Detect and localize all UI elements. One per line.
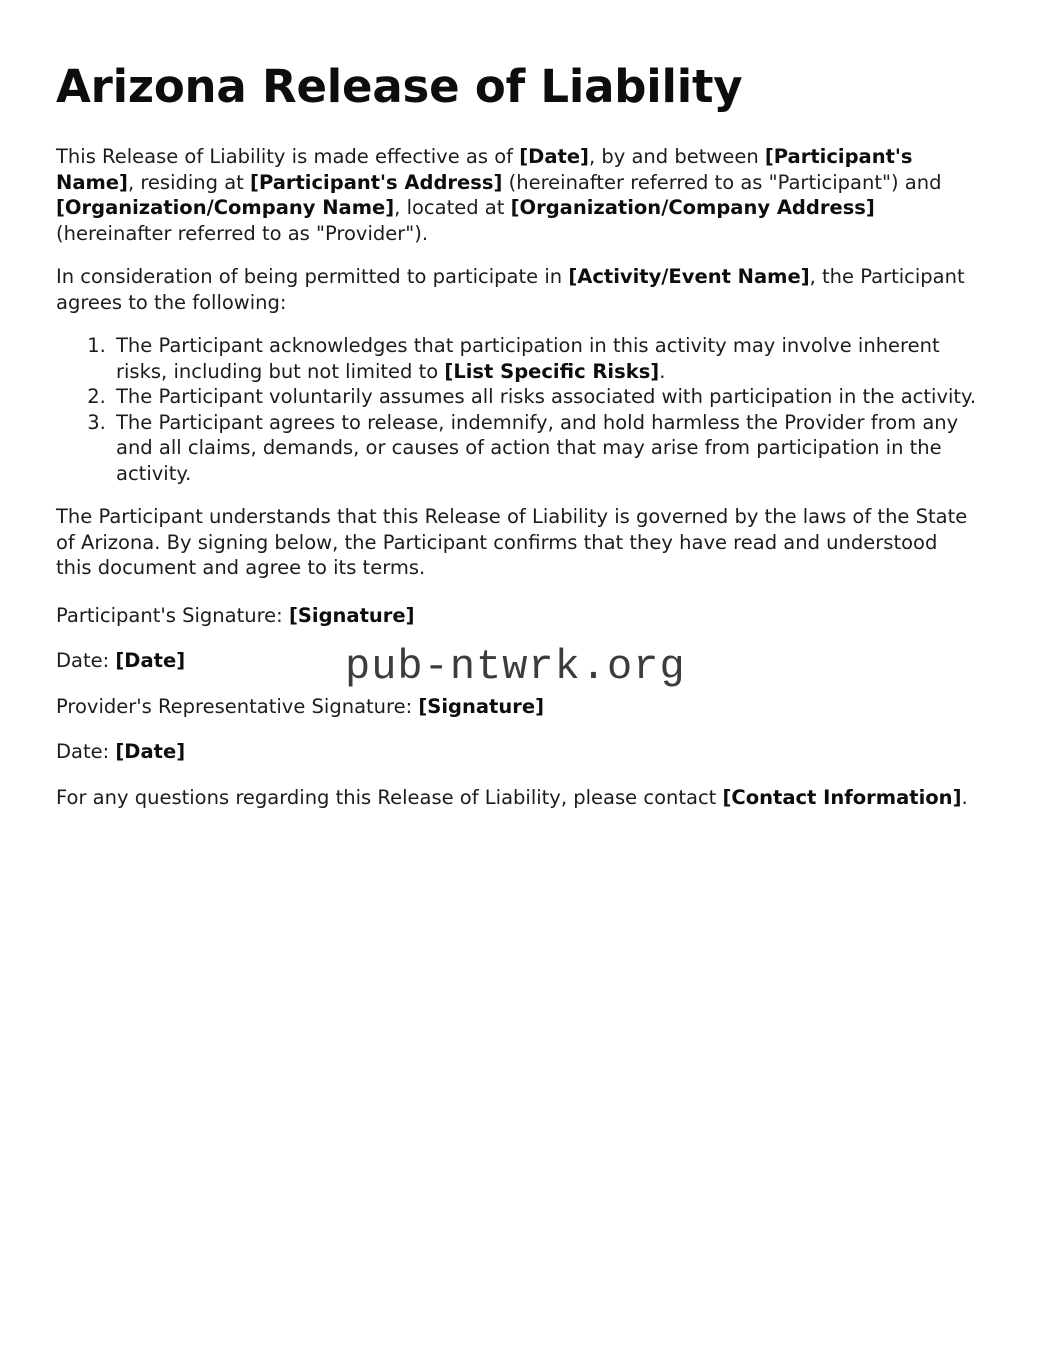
- term-text-3a: The Participant agrees to release, indemnify, and hold harmless the Provider from any and all claims, demands, or causes of action that may arise from participation in the activity.: [116, 410, 959, 485]
- intro-text-6: (hereinafter referred to as "Provider").: [56, 221, 429, 245]
- terms-list: [56, 333, 978, 486]
- list-item: [112, 333, 978, 384]
- intro-text-4: (hereinafter referred to as "Participant") and: [502, 170, 942, 194]
- field-organization-name: [Organization/Company Name]: [56, 196, 395, 220]
- consideration-text-1: In consideration of being permitted to participate in: [56, 265, 569, 289]
- field-provider-signature: [Signature]: [418, 694, 544, 718]
- participant-signature-label: Participant's Signature:: [56, 603, 289, 627]
- field-participant-address: [Participant's Address]: [250, 170, 503, 194]
- list-item: [112, 384, 978, 410]
- field-contact-information: [Contact Information]: [722, 785, 962, 809]
- contact-paragraph: [56, 785, 978, 811]
- intro-text-1: This Release of Liability is made effective as of: [56, 145, 520, 169]
- field-participant-signature: [Signature]: [288, 603, 415, 627]
- intro-paragraph: [56, 144, 978, 246]
- participant-date-label: Date:: [56, 649, 116, 673]
- document-body: [56, 62, 978, 828]
- provider-date-label: Date:: [56, 740, 116, 764]
- field-provider-date: [Date]: [115, 740, 186, 764]
- term-text-1a: The Participant acknowledges that participation in this activity may involve inherent risks, including but not limited to: [116, 334, 940, 383]
- signature-block: [56, 603, 978, 765]
- field-organization-address: [Organization/Company Address]: [510, 196, 875, 220]
- intro-text-3: , residing at: [127, 170, 251, 194]
- page-title: Arizona Release of Liability: [56, 60, 743, 113]
- consideration-text-2: , the Participant agrees to the following:: [56, 265, 965, 314]
- site-watermark: pub-ntwrk.org: [345, 642, 686, 691]
- consideration-paragraph: [56, 264, 978, 315]
- field-participant-date: [Date]: [115, 649, 186, 673]
- provider-signature-label: Provider's Representative Signature:: [56, 694, 419, 718]
- field-participant-name: [Participant's Name]: [56, 145, 913, 194]
- contact-text-1: For any questions regarding this Release of Liability, please contact: [56, 785, 723, 809]
- provider-signature-line: [56, 694, 978, 720]
- governing-law-paragraph: The Participant understands that this Release of Liability is governed by the laws of the State of Arizona. By signing below, the Participant confirms that they have read and understood this document and agree to its terms.: [56, 505, 968, 580]
- participant-signature-line: [56, 603, 978, 629]
- provider-date-line: [56, 739, 978, 765]
- term-text-1b: .: [659, 359, 666, 383]
- term-text-2a: The Participant voluntarily assumes all risks associated with participation in the activity.: [116, 385, 977, 409]
- intro-text-2: , by and between: [588, 145, 765, 169]
- participant-date-line: [56, 648, 978, 674]
- intro-text-5: , located at: [394, 196, 511, 220]
- field-effective-date: [Date]: [519, 145, 589, 169]
- field-specific-risks: [List Specific Risks]: [444, 359, 660, 383]
- field-activity-name: [Activity/Event Name]: [568, 265, 810, 289]
- contact-text-2: .: [961, 785, 968, 809]
- list-item: [112, 410, 978, 487]
